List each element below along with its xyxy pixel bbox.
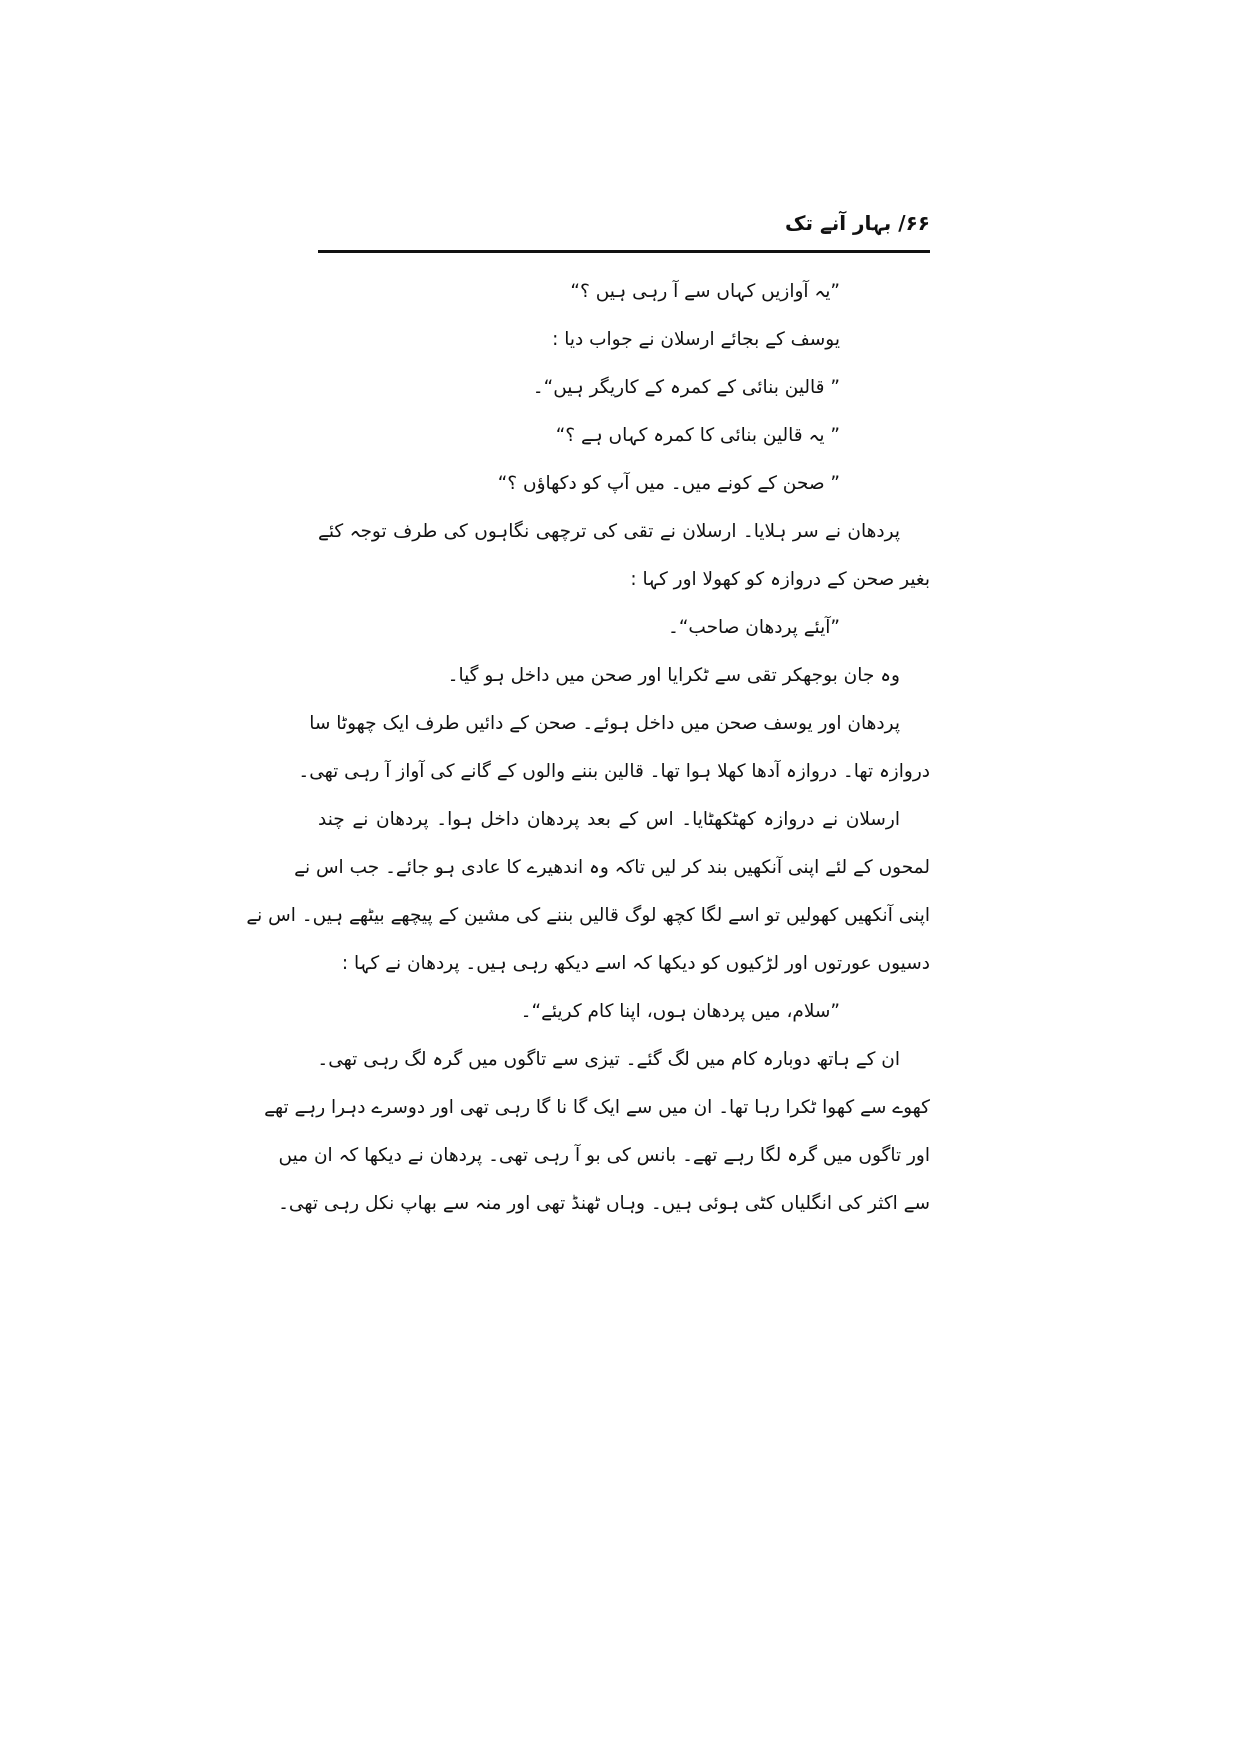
- paragraph-line: کھوے سے کھوا ٹکرا رہا تھا۔ ان میں سے ایک گا نا گا رہی تھی اور دوسرے دہرا رہے تھے: [264, 1097, 930, 1118]
- dialogue-line: ” قالین بنائی کے کمرہ کے کاریگر ہیں“۔: [532, 377, 840, 398]
- text-line: یوسف کے بجائے ارسلان نے جواب دیا :: [552, 329, 840, 350]
- paragraph-line: اور تاگوں میں گرہ لگا رہے تھے۔ بانس کی بو آ رہی تھی۔ پردھان نے دیکھا کہ ان میں: [278, 1145, 930, 1166]
- paragraph-line: پردھان نے سر ہلایا۔ ارسلان نے تقی کی ترچھی نگاہوں کی طرف توجہ کئے: [318, 521, 900, 542]
- paragraph-line: ارسلان نے دروازہ کھٹکھٹایا۔ اس کے بعد پردھان داخل ہوا۔ پردھان نے چند: [318, 809, 900, 830]
- paragraph-line: وہ جان بوجھکر تقی سے ٹکرایا اور صحن میں داخل ہو گیا۔: [447, 665, 900, 686]
- paragraph-line: ان کے ہاتھ دوبارہ کام میں لگ گئے۔ تیزی سے تاگوں میں گرہ لگ رہی تھی۔: [317, 1049, 900, 1070]
- dialogue-line: ”آیئے پردھان صاحب“۔: [667, 617, 840, 638]
- page-header: [318, 205, 930, 253]
- body-text: [246, 268, 930, 1228]
- header-rule: [318, 250, 930, 253]
- paragraph-line: پردھان اور یوسف صحن میں داخل ہوئے۔ صحن کے دائیں طرف ایک چھوٹا سا: [309, 713, 900, 734]
- paragraph-line: اپنی آنکھیں کھولیں تو اسے لگا کچھ لوگ قالیں بننے کی مشین کے پیچھے بیٹھے ہیں۔ اس نے: [246, 905, 930, 926]
- dialogue-line: ”یہ آوازیں کہاں سے آ رہی ہیں ؟“: [570, 281, 840, 302]
- dialogue-line: ” یہ قالین بنائی کا کمرہ کہاں ہے ؟“: [555, 425, 840, 446]
- paragraph-line: دسیوں عورتوں اور لڑکیوں کو دیکھا کہ اسے دیکھ رہی ہیں۔ پردھان نے کہا :: [341, 953, 930, 974]
- paragraph-line: لمحوں کے لئے اپنی آنکھیں بند کر لیں تاکہ وہ اندھیرے کا عادی ہو جائے۔ جب اس نے: [294, 857, 930, 878]
- dialogue-line: ” صحن کے کونے میں۔ میں آپ کو دکھاؤں ؟“: [497, 473, 840, 494]
- paragraph-line: سے اکثر کی انگلیاں کٹی ہوئی ہیں۔ وہاں ٹھنڈ تھی اور منہ سے بھاپ نکل رہی تھی۔: [278, 1193, 930, 1214]
- paragraph-line: بغیر صحن کے دروازہ کو کھولا اور کہا :: [630, 569, 930, 590]
- paragraph-line: دروازہ تھا۔ دروازہ آدھا کھلا ہوا تھا۔ قالین بننے والوں کے گانے کی آواز آ رہی تھی۔: [298, 761, 930, 782]
- running-title: ۶۶/ بہار آنے تک: [785, 211, 930, 235]
- dialogue-line: ”سلام، میں پردھان ہوں، اپنا کام کریئے“۔: [520, 1001, 840, 1022]
